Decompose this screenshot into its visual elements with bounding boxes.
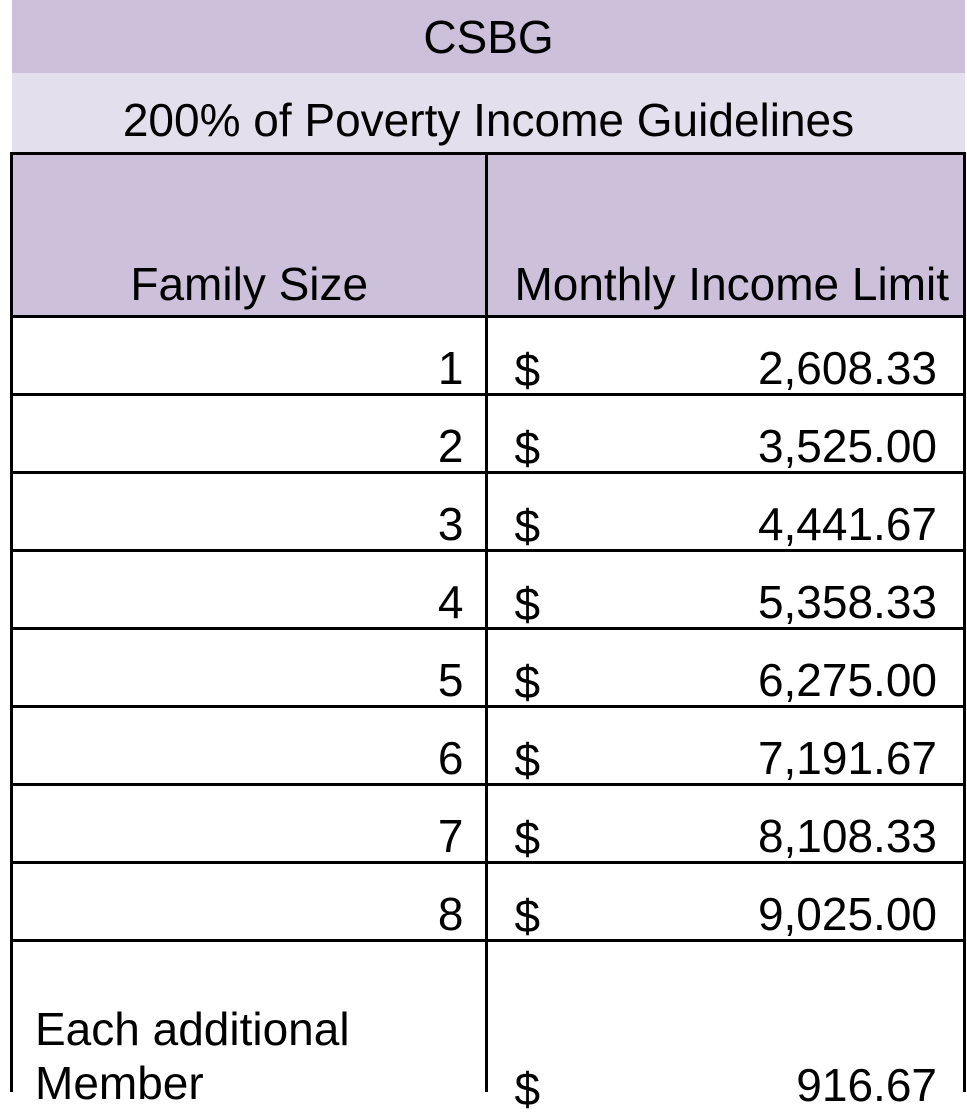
table-row xyxy=(12,863,965,941)
currency-symbol: $ xyxy=(514,422,541,474)
currency-symbol: $ xyxy=(514,578,541,630)
income-limit-cell xyxy=(487,317,965,395)
family-size-cell xyxy=(12,863,487,941)
income-limit-value: 6,275.00 xyxy=(757,654,937,706)
income-limit-value: 7,191.67 xyxy=(757,732,937,784)
table-row xyxy=(12,473,965,551)
family-size-cell xyxy=(12,707,487,785)
income-limit-value: 8,108.33 xyxy=(757,810,937,862)
income-limit-cell xyxy=(487,629,965,707)
family-size-value: 1 xyxy=(437,342,464,394)
column-header-monthly-income-limit-text: Monthly Income Limit xyxy=(514,258,950,311)
income-limit-cell xyxy=(487,395,965,473)
table-row xyxy=(12,707,965,785)
additional-member-limit-cell xyxy=(487,941,965,1115)
family-size-value: 4 xyxy=(437,576,464,628)
income-limit-cell xyxy=(487,473,965,551)
income-limit-cell xyxy=(487,707,965,785)
income-limit-cell xyxy=(487,551,965,629)
table-row xyxy=(12,551,965,629)
income-limit-cell xyxy=(487,785,965,863)
income-limit-cell xyxy=(487,863,965,941)
income-limit-value: 4,441.67 xyxy=(757,498,937,550)
title-text: CSBG xyxy=(423,10,554,63)
additional-member-row xyxy=(12,941,965,1093)
family-size-cell xyxy=(12,785,487,863)
family-size-cell xyxy=(12,551,487,629)
family-size-value: 7 xyxy=(437,810,464,862)
currency-symbol: $ xyxy=(514,500,541,552)
additional-member-label: Each additional Member xyxy=(35,1003,350,1109)
table-row xyxy=(12,317,965,395)
family-size-value: 6 xyxy=(437,732,464,784)
family-size-value: 2 xyxy=(437,420,464,472)
currency-symbol: $ xyxy=(514,890,541,942)
family-size-cell xyxy=(12,395,487,473)
table-row xyxy=(12,395,965,473)
family-size-cell xyxy=(12,317,487,395)
subtitle-text: 200% of Poverty Income Guidelines xyxy=(122,94,855,146)
family-size-value: 5 xyxy=(437,654,464,706)
family-size-value: 8 xyxy=(437,888,464,940)
income-limit-value: 9,025.00 xyxy=(757,888,937,940)
income-limit-value: 3,525.00 xyxy=(757,420,937,472)
page-title xyxy=(12,0,965,73)
column-header-family-size: Family Size xyxy=(12,154,487,317)
family-size-cell xyxy=(12,629,487,707)
column-header-monthly-income-limit xyxy=(487,154,965,317)
income-guidelines-table xyxy=(10,152,966,1115)
family-size-cell xyxy=(12,473,487,551)
income-limit-value: 2,608.33 xyxy=(757,342,937,394)
table-row xyxy=(12,785,965,863)
currency-symbol: $ xyxy=(514,734,541,786)
table-row xyxy=(12,629,965,707)
table-header-row xyxy=(12,154,965,317)
currency-symbol: $ xyxy=(514,812,541,864)
currency-symbol: $ xyxy=(514,656,541,708)
additional-member-label-cell xyxy=(12,941,487,1109)
family-size-value: 3 xyxy=(437,498,464,550)
additional-member-amount: 916.67 xyxy=(796,1059,937,1111)
currency-symbol: $ xyxy=(514,1063,541,1115)
income-limit-value: 5,358.33 xyxy=(757,576,937,628)
currency-symbol: $ xyxy=(514,344,541,396)
page-subtitle xyxy=(12,73,965,153)
